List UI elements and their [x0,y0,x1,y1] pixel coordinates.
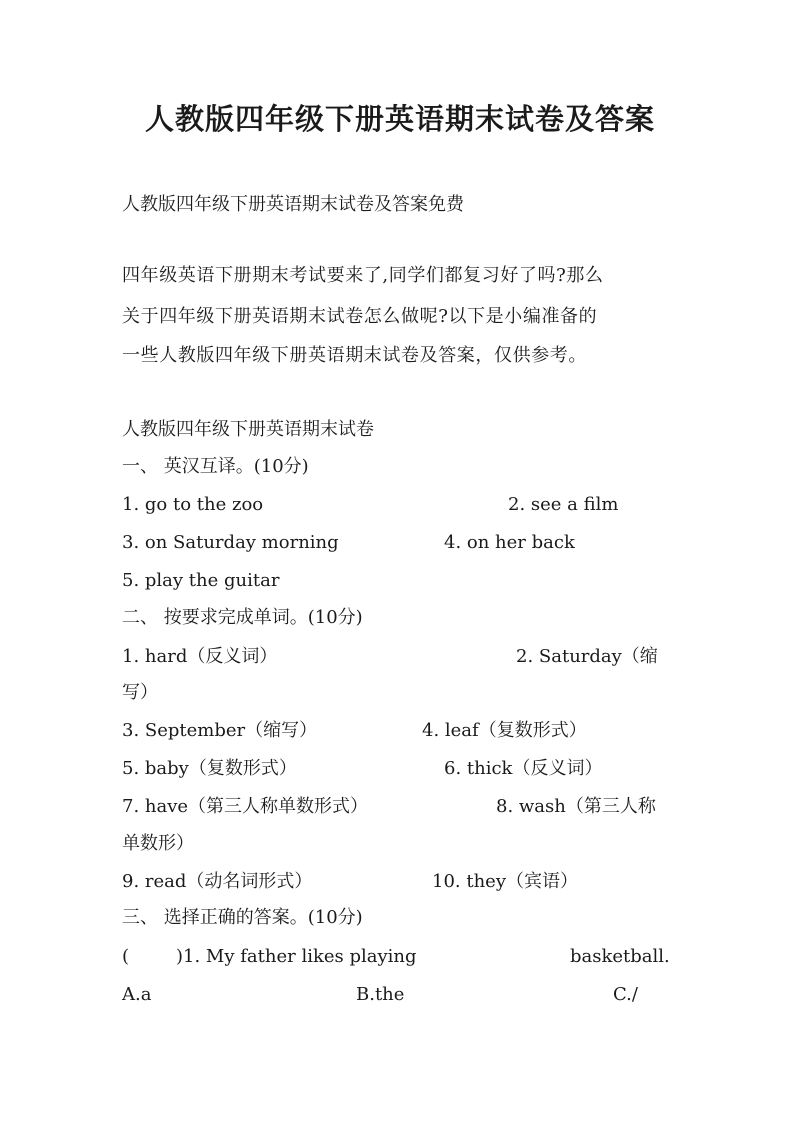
s1-item-3: 3. on Saturday morning [122,532,339,553]
s2-item-1: 1. hard（反义词） [122,646,278,667]
intro-line-1: 四年级英语下册期末考试要来了,同学们都复习好了吗?那么 [122,265,604,286]
s1-item-5: 5. play the guitar [122,570,280,591]
s2-item-10: 10. they（宾语） [432,871,578,892]
option-b: B.the [356,984,405,1005]
section3-heading: 三、 选择正确的答案。(10分) [122,907,363,928]
s1-item-4: 4. on her back [444,532,575,553]
s2-item-6: 6. thick（反义词） [444,758,603,779]
s2-item-8: 8. wash（第三人称 [496,796,656,817]
exam-heading: 人教版四年级下册英语期末试卷 [122,419,374,440]
s1-item-1: 1. go to the zoo [122,494,264,515]
s2-item-8-wrap: 单数形） [122,833,194,854]
option-c: C./ [613,984,638,1005]
section1-heading: 一、 英汉互译。(10分) [122,456,309,477]
s2-item-2: 2. Saturday（缩 [516,646,658,667]
question-end: basketball. [570,946,670,967]
intro-line-2: 关于四年级下册英语期末试卷怎么做呢?以下是小编准备的 [122,306,598,327]
s2-item-7: 7. have（第三人称单数形式） [122,796,369,817]
question-stem: )1. My father likes playing [176,946,417,967]
s2-item-5: 5. baby（复数形式） [122,758,297,779]
answer-paren-open: ( [122,946,130,967]
s2-item-4: 4. leaf（复数形式） [422,720,587,741]
section2-heading: 二、 按要求完成单词。(10分) [122,607,363,628]
s2-item-9: 9. read（动名词形式） [122,871,313,892]
s2-item-3: 3. September（缩写） [122,720,318,741]
intro-line-3: 一些人教版四年级下册英语期末试卷及答案，仅供参考。 [122,345,587,366]
s1-item-2: 2. see a film [508,494,619,515]
subtitle: 人教版四年级下册英语期末试卷及答案免费 [122,194,464,215]
s2-item-2-wrap: 写） [122,682,158,703]
option-a: A.a [122,984,152,1005]
document-title: 人教版四年级下册英语期末试卷及答案 [144,102,655,136]
